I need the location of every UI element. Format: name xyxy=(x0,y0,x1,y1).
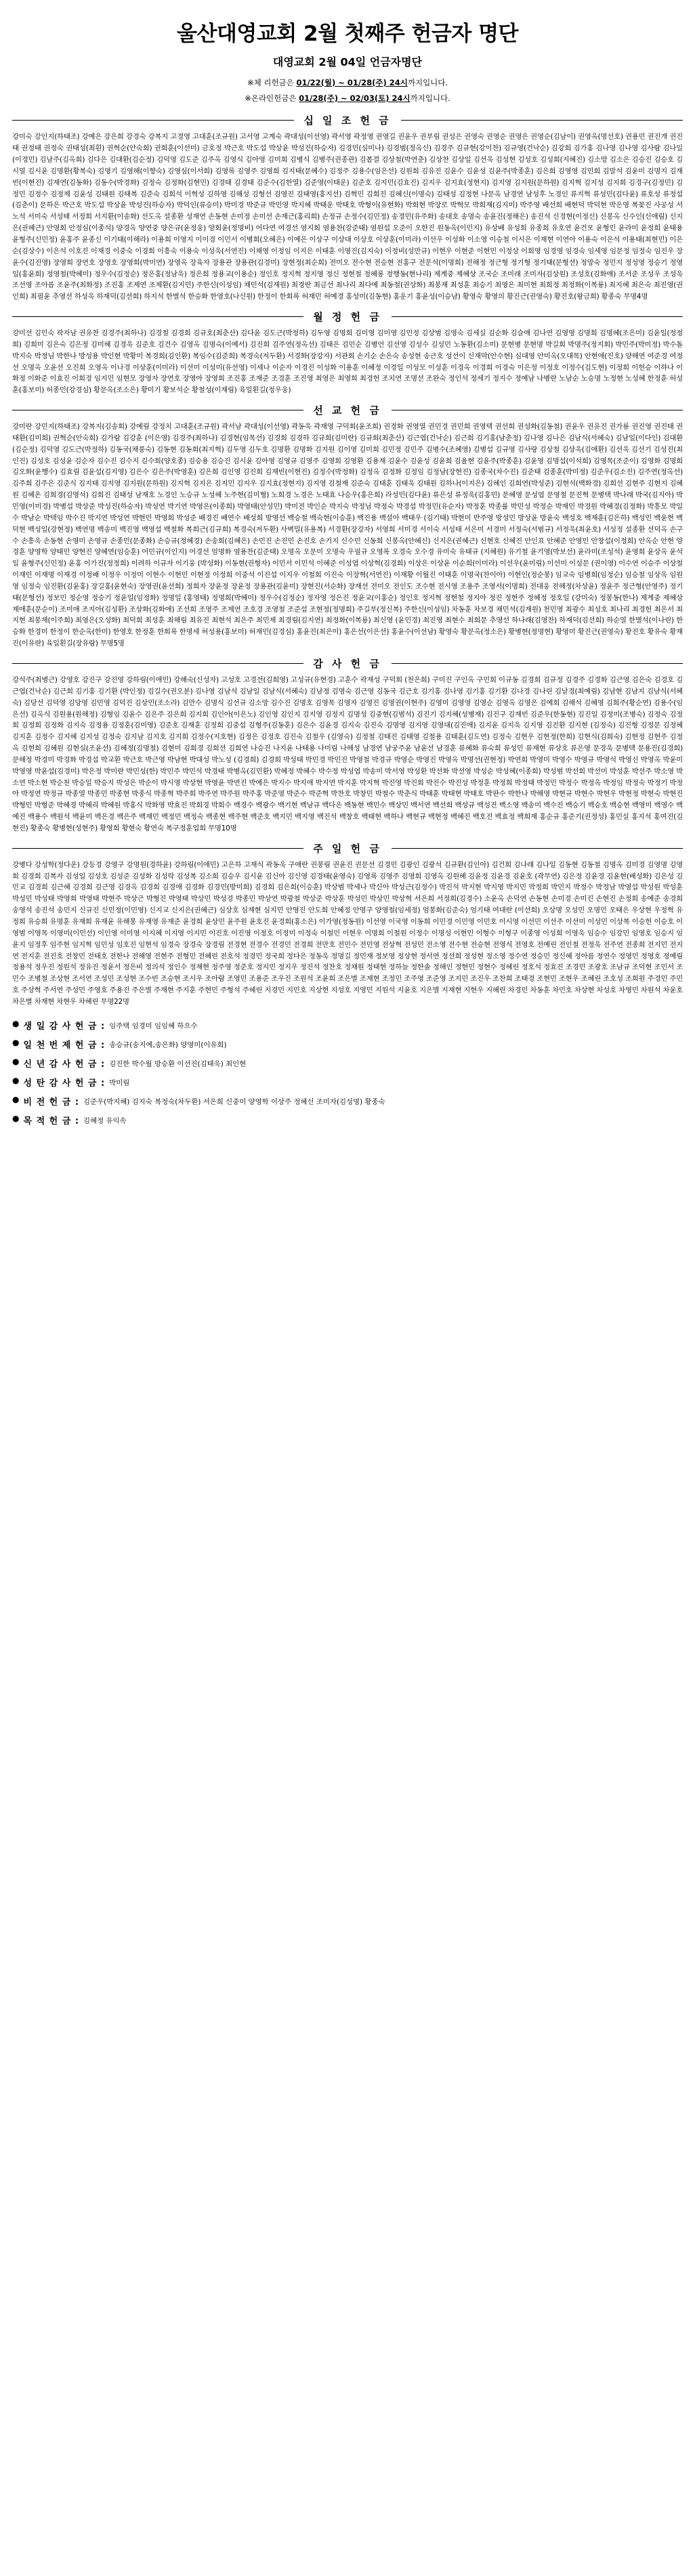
rule-right xyxy=(392,848,683,849)
offering-row-vision xyxy=(12,1095,683,1107)
page-subtitle: 대영교회 2월 04일 언금자명단 xyxy=(272,56,423,68)
offering-row-new-year xyxy=(12,1057,683,1070)
offering-names-vision: 김준우(박지혜) 김지숙 복정숙(차두환) 서은희 신중미 양영학 이상주 정혜신 조미자(김성명) 황종숙 xyxy=(83,1098,385,1107)
section-tithe-names: 강미숙 강인지(하태조) 강예은 강은희 강경숙 강복지 고경영 고대훈(조규원) 고서영 고계숙 곽대성(이선영) 곽서영 곽정영 권영길 권윤우 권부림 권성은 권영숙 권영순 권영은 권영순(김남이) 권영옥(명선호) 권용민 권진개 권진태 권정태 권정숙 권태성(최흰) 권혁순(안숙희) 권희훈(이선미) 금호정 박근호 박도섭 박상윤 박성진(하승자) 김경민(심미나) 김경범(정옥신) 김경주 김규현(강이찬) 김규영(건낙순) 김강희 김가홍 김나영 김나영 김사람 김나일(이경민) 김남주(김옥희) 김다은 김대환(김순정) 김덕영 김도준 김주옥 김영식 김아영 김미희 김병식 김병주(권종관) 김봄결 김상철(박연춘) 김상찬 김상일 김선욱 김성현 김성호 김성희(지혜진) 김소망 김소은 김승진 김승호 김시열 김시윤 김명환(황복숙) 김영기 김영해(이향숙) 김영심(이서희) 김영록 김영주 김영희 김지태(문혜수) 김정주 김용수(임은선) 김원희 김유진 김윤수 김윤성 김윤주(박종훈) 김은희 김영영 김민희 김말석 김윤미 김명지 김재빈(이현진) 김재연(김동화) 김동수(박경화) 김정숙 김정화(김현민) 김경태 김경태 김준수(김한열) 김준영(이태운) 김준호 김지민(김효진) 김지우 김지효(정현지) 김지영 김지원(문하원) 김지혁 김지성 김지희 김경구(김정민) 김정민 김정수 김정제 김윤성 김태원 김태복 김준숙 김희석 이혁성 김하영 김해성 김형선 김영진 김태영(홍지선) 김혁민 김희진 김혜신(이명숙) 김태성 김정현 나문옥 남경연 남성후 노경인 류지혁 류성민(김다윤) 류호성 류정섭(김춘이) 문하은 박근호 박도섭 박상윤 박성진(하승자) 박덕인(류승미) 박미경 박준규 박민영 박지혜 박태운 박태호 박형이(유현화) 박희현 박장로 박혁모 박희재(김지미) 박주영 배선희 배현덕 박덕현 박은영 복꽃진 사공성 서노석 서미숙 서성태 서정희 서지환(이송화) 선도옥 설종환 성재연 손동현 손미정 손미선 손재근(홍리희) 손정규 손정수(김민정) 송경민(유주화) 송대호 송명숙 송윤진(정해은) 송진석 신경현(이정신) 신봉옥 신수인(신애림) 신지은(권혜근) 안영희 안정심(이종석) 양경옥 양연중 양은규(윤정웅) 양희윤(정명비) 어다연 여경선 염지희 염용찬(강준태) 염원섭 오준이 오한진 원동옥(이민지) 유상배 유성희 유종희 유호연 윤건모 윤형민 윤라미 윤정희 윤태용 윤형주(신민정) 윤홍주 윤종신 이기태(이해라) 이용희 이영지 이이경 이민서 이병희(오혜은) 이예은 이상구 이상대 이상호 이상훈(이미라) 이선우 이성화 이소영 이승철 이시은 이재현 이연아 이용숙 이은석 이용태(최현민) 이은순(김상수) 이은석 이호진 이재경 이중숙 이경희 이흥숙 이용숙 이성욱(서연진) 이채영 이정임 이지은 이태훈 이영진(김지숙) 이정비(성만규) 이현우 이현준 이현민 이정상 이희영 임경영 임경숙 임세영 임문정 임정숙 임진우 장윤수(김진영) 장영희 장연호 장영호 장영희(박미연) 장영옥 장육자 장용관 장용관(김경미) 장현정(최순희) 전미오 전수현 전승현 전홍구 전문석(이명희) 전해정 정근형 정기형 정기태(문형선) 정망숙 정민지 정성영 정승기 정영일(홍윤희) 정영철(박혜미) 정우수(김정순) 정은홍(정남욱) 정은희 정용교(이용순) 정인호 정지혁 정지영 정신 정현철 정혜롱 정행동(현나리) 제계중 제혜상 조국순 조미래 조미자(김상원) 조성호(김화애) 조서준 조성우 조성욱 조선영 조아름 조윤주(최화정) 조진홍 조제연 조제환(김지민) 주한신(이성임) 채민석(김재원) 최경란 최금선 최나리 최다예 최동철(권상화) 최봉재 최성훈 최승기 최영은 최미현 최희정 최정화(이복룡) 최지혜 최은숙 최진영(권인희) 최필윤 추영선 하성욱 하재덕(김선희) 하지석 한별석 한승화 한영호(나신원) 한정이 한회록 허재민 허예경 홍성미(김동현) 홍운기 홍윤성(이승남) 황영숙 황영의 황진근(권영숙) 황진호(왕금희) 황종숙 무명4명 xyxy=(12,133,683,301)
rule-right xyxy=(401,120,683,121)
section-thanksgiving-header xyxy=(12,656,683,671)
rule-left xyxy=(12,316,303,317)
section-tithe xyxy=(12,113,683,303)
bullet-icon: ● xyxy=(12,1018,20,1028)
offering-label-vision: 비 전 헌 금 : xyxy=(23,1097,80,1108)
section-mission-header xyxy=(12,403,683,417)
offering-label-birthday: 생 일 감 사 헌 금 : xyxy=(23,1021,106,1032)
page-title: 울산대영교회 2월 첫째주 헌금자 명단 xyxy=(177,22,518,46)
section-tithe-title: 십 일 조 헌 금 xyxy=(303,114,392,127)
offering-label-purpose: 목 적 헌 금 : xyxy=(23,1116,80,1127)
bullet-icon: ● xyxy=(12,1114,20,1124)
section-thanksgiving-title: 감 사 헌 금 xyxy=(313,657,382,670)
section-monthly-names: 강미선 김민숙 곽자남 권유찬 김경주(최하나) 김경철 김경희 김규호(최춘산) 김다윤 김도근(박정하) 김두영 김명희 김미영 김미영 김민정 김상범 김영숙 김세실 김순화 김슬애 김나연 김영영 김명희 김명혜(조은미) 김윤일(정정희) 김희미 김은숙 김은정 김미혜 김경욱 김준호 김건수 김영옥 김명숙(이예서) 김진희 김주연(정옥선) 김태은 김민순 김병언 김선영 김성수 김성민 노동환(김소미) 문현병 문현명 박길희 박명주(정지회) 박민주(박미정) 박수돌 박지숙 박정님 박한나 방성용 박인현 박황미 복경희(김인환) 복임수(김준희) 복경숙(저두환) 서경화(장강자) 서관회 손기순 손은숙 송성현 송근호 성선이 신재막(안수현) 심대영 안미옥(오대목) 안현애(진호) 양해연 여준경 여정선 오명옥 오윤선 오진희 오영옥 이나경 이상훈(이미라) 이선미 이성미(유선영) 이세나 이순자 이경진 이성화 이용훈 이혜정 이경일 이성모 이성훈 이경옥 이경희 이경숙 이은정 이정호 이정수(김도현) 이정희 이헌승 이하나 이화정 이화준 이효진 이희경 임지민 임현모 장영자 장연호 장영아 장영희 조진홍 조재준 조경훈 조진영 최영은 최영희 최경헌 조치연 조명선 조완숙 정인석 정세기 정지수 정예남 나병란 노남순 노승명 노정현 노성혜 한정훈 허성훈(홍보미) 허종민(강경심) 황문옥(조소은) 황미기 황보석순 황철성(이재림) 육일횐길(정우웅) xyxy=(12,329,683,395)
offering-row-christmas xyxy=(12,1076,683,1089)
offering-names-christmas: 박미림 xyxy=(109,1079,130,1088)
section-mission xyxy=(12,403,683,650)
offering-row-birthday xyxy=(12,1019,683,1032)
notice-2-period: 01/28(주) ~ 02/03(토) 24시 xyxy=(299,93,410,103)
offering-row-purpose xyxy=(12,1114,683,1126)
bullet-icon: ● xyxy=(12,1037,20,1047)
notice-2-prefix: ※온라인헌금은 xyxy=(245,93,299,103)
rule-right xyxy=(392,663,683,664)
section-mission-names: 강미란 강민지(하태조) 강복지(김송회) 강예림 강정치 고대훈(조규원) 곽서남 곽대성(이선영) 곽동욱 곽재영 구덕회(윤조희) 권경화 권영열 권민경 권민희 권영택 권선희 권성화(김동철) 권윤우 권유진 권가룡 권진영 권진태 권태환(김미희) 권혁순(안숙희) 김가람 김강훈 (이은영) 김경주(최하나) 김경현(임목선) 김경희 김경하 김규희(김미란) 김규회(최춘산) 김근엽(건낙순) 김근희 김기홍(남춘정) 김나영 김나은 김남식(서혜숙) 김남일(이다인) 김대환(김순정) 김덕영 김도근(박정하) 김동국(채풍숙) 김동현 김동희(최지혁) 김두영 김두호 김명환 김명화 김지원 김이영 김미희 김민정 김민주 김병수(조혜영) 김병섭 김규영 김사랑 김상철 김상욱(김애환) 김선욱 김선기 김성진(최인진) 김성호 김성윤 김순자 김수진 김수지 김수희(양호종) 김승용 김승진 김시윤 김아영 김영규 김영주 김영희 김영환 김용재 김윤수 김윤성 김윤희 김율현 김윤주(박종훈) 김윤영 김명섭(이석희) 김영목(조준이) 김영화 김명희 김오화(윤행수) 김효림 김윤섭(김지영) 김은수 김은주(박영훈) 김은희 김인영 김진희 김재빈(이현진) 김정수(박정화) 김정옥 김정화 김정임 김정남(장현진) 김종국(차수진) 김준태 김종훈(박미정) 김준우(김소진) 김주연(정옥선) 김주희 김주은 김준식 김지태 김지영 김지원(문하원) 김지혁 김지은 김지민 김지우 김지효(정현지) 김지영 김철재 김준숙 김태훈 김태욱 김태원 김하나(이지은) 김혜인 김희연(박성준) 김현석(백화경) 김희선 김현주 김현지 김혜원 김혜온 김희경(김영석) 김희진 김태성 남재호 노경인 노승규 노성혜 노주현(김미형) 노희경 노경은 노태효 나승우(홍은희) 라성민(김다윤) 류은성 류정욱(김홍민) 문혜영 문성엽 문영철 문진혁 문병택 박나래 박국(김지아) 박민영(이미경) 박병섭 박상준 박성진(하승자) 박성연 박기연 박영은(이종희) 박영태(안성민) 박미전 박인순 박지숙 박정님 박정숙 박경섭 박정민(유순자) 박정훈 박종률 박민성 박정순 박재민 박경원 박혜경(김정화) 박흥모 박일수 박남순 박택임 박수진 박지연 박성연 박현민 박영희 박성준 배경진 배연수 배성희 방영선 백승철 백숙현(이승훈) 백진용 백설아 백태우 (김기태) 박현미 반주영 방성민 방상윤 방윤숙 백성호 백재훈(김은하) 백성민 백윤현 백덕현 백성일(강현정) 백연명 백송미 백진영 백영섭 백철화 복희근(김규희) 복경숙(저두환) 사벽밀(유용복) 서경환(장강자) 서영희 서미경 서이숙 서성태 서은미 서경미 서정숙(서범규) 서정욱(최윤호) 서성정 설종환 선덕옥 손구수 손흥욱 손동현 손영미 손영규 손종민(문종화) 손승규(정혜경) 손송희(김혜은) 손민진 손진민 손진호 손기지 신수민 신동희 신봉옥(안혜신) 신지은(권혜근) 신현호 신혜진 안인표 안혜준 안영민 안창섭(이정희) 안옥순 안현 양경훈 양영학 양태민 양현진 양혜연(임승훈) 어민규(이인지) 어경선 엄명화 염용찬(김준태) 오명옥 오문미 오명숙 우필규 오영록 오경숙 오수경 유미숙 유태규 (지혜원) 유기철 윤기영(박보선) 윤라미(조성석) 윤영희 윤상옥 윤석일 윤형주(신민정) 윤홍 이가진(정정희) 이려하 이규자 이기웅 (박성화) 이동현(권형자) 이민서 이민석 이혜준 이성엽 이상혁(김경희) 이상은 이상윤 이순희(이미라) 이선우(윤미림) 이선미 이성문 (권이영) 이수연 이승주 이상철 이재민 이재명 이재경 이정배 이정우 이정미 이현수 이현민 이현정 이정희 이중석 이진섭 이지우 이철희 이진숙 이장혁(서연진) 이재황 이월진 이태훈 이명국(찬이아) 이현인(정순봉) 임교숙 임병희(임정순) 임승철 임상욱 임원영 임정숙 임진환(김윤홍) 장길홍(윤현숙) 장영권(윤선희) 정희자 장윤정 장윤정 장용관(김윤미) 장현진(서순화) 장재선 전미오 전인도 조수현 전시영 조용주 조영서(이명희) 전대웅 전해정(차상윤) 정윤주 정근형(안영주) 정기태(문형선) 정보민 정순영 정승기 정윤일(임정화) 정명일 (홍영태) 정명희(박혜미) 정우수(김정순) 정자영 정은진 정윤교(이홍순) 정인호 정지혁 정현철 정지아 정진 정현주 정혜정 정호일 (강미숙) 정봉동(한나) 제계중 제혜상 제애훈(문순이) 조미애 조지아(김성환) 조상화(김화애) 조선희 조영주 조제연 조호경 조영철 조준섭 조현정(정명희) 주길부(정신복) 주한신(이성임) 차동훈 차보경 채민석(김재원) 천민영 최광수 최성호 최나리 최경헌 최은서 최지현 최봉재(이주희) 최영은(오성화) 최덕희 최성훈 최해림 최유진 최현석 최은주 최민제 최경림(김지연) 최정화(이복룡) 최신영 (윤민경) 최진영 최현수 최희문 추영선 하나래(김영찬) 하재덕(김선희) 하순열 한별석(이나린) 한승화 한경미 한정이 한순옥(한미) 한영호 한정훈 한회록 한명세 허성용(홍보미) 허재민(김경심) 홍윤진(최은이) 홍은선(이은선) 홍윤수(이선남) 황영숙 황문옥(정소은) 황병현(정명현) 황영미 황진근(권영숙) 황진호 황유숙 황재진(이유란) 육일횐길(장유람) 무명5명 xyxy=(12,423,683,648)
section-tithe-header xyxy=(12,113,683,127)
section-monthly-title: 월 정 헌 금 xyxy=(313,311,382,324)
section-sunday-names: 강병다 강성학(정다운) 강등경 강영구 강명원(경하윤) 강하림(이애민) 고은하 고재식 곽동욱 구애란 권봉림 권윤진 권문선 김경민 김광인 김광석 김규환(김인아) 김건희 김나래 김나일 김동현 김동철 김명옥 김미경 김영명 김영희 김경희 김복자 김성일 김성호 김성준 김성화 김성락 김성복 김소희 김승우 김시윤 김신아 김신영 김경태(윤영숙) 김영록 김영주 김영희 김영옥 김원혜 김윤정 김윤경 김윤호 (곽무연) 김은정 김윤경 김윤현(배성화) 김은성 김민교 김경희 김근혜 김경희 김근영 김경옥 김경희 김경애 김경화 김경민(방미희) 김경희 김은희(이승훈) 박상범 박세나 박신아 박성근(김정수) 박진석 박지현 박지영 박지민 박정희 박민지 박정수 박정남 박영섭 박성원 박성훈 박성민 박성태 박영희 박영태 박현주 박상근 박형진 박영태 박상민 박성경 박종민 박상연 박광철 박상준 박상훈 박성민 박상민 박상혁 서은희 서정희(김경수) 소윤옥 손덕연 손동현 손미경 손미진 손현진 손정희 송예준 송경희 송영석 송진석 송민지 신규진 신민정(이민영) 신지교 신지은(권혜근) 심상호 심재현 심지민 안영진 안도희 안혜정 안명구 양영철(임세정) 엄봉화(김준숙) 엄기태 여대란 (이선희) 오상명 오성민 오명민 오태은 우상현 우정혁 유정희 유승희 유명훈 유재희 유재윤 유해봉 유재영 유재준 윤경희 윤상민 윤주원 윤호진 윤경희(홍소은) 이가영(정동원) 이선영 이국영 이동희 이민경 이민영 이민호 이시영 이선민 이선주 이선미 이성민 이상복 이승헌 이승호 이영범 이영목 이영미(이민선) 이인영 이미영 이지혜 이지영 이지민 이진호 이진영 이정호 이정미 이정숙 이철민 이현우 이명희 이철원 이정수 이명성 이현민 이형수 이형구 이종영 이성희 이영욱 임승수 임강민 임영호 임승지 임윤지 임정후 임주현 임지혁 임민성 임호진 임현석 임경숙 장경숙 장경림 전경현 전경수 전경민 전경희 전만호 전민수 전민영 전상혁 전성민 전소영 전수현 전승현 전영식 전영호 전예린 전인철 전정욱 전주연 전종희 전지민 전지연 전지훈 전진호 전창민 전태호 전한나 전해영 전현주 전형민 전혜린 전호석 정경민 정국희 정다은 정동욱 정명길 정민재 정보영 정상현 정서연 정선희 정성현 정소영 정수연 정승민 정신혜 정아름 정연수 정영민 정영호 정예림 정용석 정우진 정원석 정유진 정윤서 정은비 정의석 정인수 정재현 정주영 정준호 정지민 정지우 정진석 정찬호 정채원 정태현 정하늘 정한솔 정해인 정현민 정현수 정혜린 정호석 정효진 조경민 조광호 조남규 조덕현 조민서 조민수 조병철 조상현 조서연 조성민 조성현 조수빈 조승현 조시우 조아람 조영민 조용준 조우진 조원석 조윤희 조은별 조재현 조정민 조주영 조준영 조지민 조진우 조찬희 조태경 조현민 조현우 조혜린 조호성 조희원 주경민 주민호 주상혁 주서연 주성민 주영호 주용진 주은별 주재현 주지훈 주현민 주형석 주혜린 지경민 지민호 지상현 지성호 지영민 지원석 지윤호 지은별 지재현 지현우 지혜린 차경민 차동훈 차민호 차상현 차성호 차영민 차원석 차윤호 차은별 차재현 차현우 차혜린 무명22명 xyxy=(12,860,683,1006)
bullet-icon: ● xyxy=(12,1076,20,1086)
section-sunday-header xyxy=(12,841,683,856)
bulletin-page xyxy=(0,0,695,1149)
offering-label-christmas: 성 탄 감 사 헌 금 : xyxy=(23,1078,106,1089)
bullet-icon: ● xyxy=(12,1057,20,1066)
notice-block xyxy=(12,76,683,105)
notice-1-prefix: ※체 리헌금은 xyxy=(247,78,297,87)
offering-label-thousand-prayer: 일 천 번 제 헌 금 : xyxy=(23,1040,106,1051)
notice-1-suffix: 까지입니다. xyxy=(407,78,448,87)
notice-line-2 xyxy=(12,91,683,106)
bullet-icon: ● xyxy=(12,1095,20,1105)
section-monthly xyxy=(12,310,683,396)
offering-names-new-year: 김진한 박수월 방승환 이선진(김태욱) 최인현 xyxy=(109,1060,247,1068)
special-offerings-list xyxy=(12,1019,683,1127)
offering-row-thousand-prayer xyxy=(12,1038,683,1051)
rule-left xyxy=(12,663,303,664)
offering-names-thousand-prayer: 송승규(송지예,송은화) 양영미(이유희) xyxy=(109,1040,227,1049)
rule-left xyxy=(12,848,303,849)
section-sunday xyxy=(12,841,683,1008)
notice-2-suffix: 까지입니다. xyxy=(410,93,450,103)
rule-right xyxy=(392,316,683,317)
section-monthly-header xyxy=(12,310,683,324)
section-thanksgiving xyxy=(12,656,683,835)
rule-left xyxy=(12,120,294,121)
section-mission-title: 선 교 헌 금 xyxy=(313,404,382,417)
notice-line-1 xyxy=(12,76,683,90)
offering-names-purpose: 김혜정 유익속 xyxy=(83,1117,127,1126)
offering-label-new-year: 신 년 감 사 헌 금 : xyxy=(23,1059,106,1070)
offering-names-birthday: 임주택 임경미 임임혜 하으수 xyxy=(109,1021,198,1030)
section-sunday-title: 주 일 헌 금 xyxy=(313,842,382,855)
notice-1-period: 01/22(월) ~ 01/28(주) 24시 xyxy=(296,78,408,87)
section-thanksgiving-names: 강석주(최병근) 강영호 강진구 강진영 강하림(이애민) 강해숙(신성자) 고성호 고경선(김희영) 고성규(유현경) 고훈수 곽재성 구덕회 (천은희) 구미진 구인옥 구민희 이규동 김경희 김규정 김경주 김경화 김근영 김은숙 김경호 김근엽(건낙순) 김근희 김기홍 김기환 (박인정) 김길수(권오분) 김나영 김남석 김남일 김남식(서혜숙) 김남정 김명숙 김근영 김동국 김근호 김기홍 김나영 김기홍 김기환 김나경 김나린 김날경(최예림) 김남현 김남지 김남식(서혜숙) 김당선 김덕영 김당영 김민영 김덕진 김상민(조소라) 김만수 김명식 김선규 김소망 김수진 김명호 김영목 김영자 김영진 김영권(이현주) 김영미 김영영 김영순 김영옥 김영은 김예희 김해석 김혜영 김희주(황순연) 김용수(임은선) 김옥식 김원용(원해정) 김형임 김윤수 김은주 김은희 김지희 김인아(이은노) 김인영 김인지 김지영 김정지 김명성 김중현(김범석) 김진기 김지혜(성병재) 김진구 김재빈 김준우(한동현) 김진일 김정미(조병숙) 김정숙 김정희 김정희 김정화 김지숙 김정용 김정훈(김미영) 김준호 김재훈 김정희 김중섭 김형주(김동훈) 김은수 김윤경 김지숙 김진숙 김명영 김지영 김영대(김진애) 김지윤 김지욱 김지영 김진환 김지현 (김정숙) 김진형 김정문 김정혜 김지훈 김정수 김지혜 김지성 김정숙 김지남 김지호 김지희 김정수(지호현) 김정은 김정호 김진숙 김철우 (김영숙) 김정철 김태진 김태영 김철용 김태훈(김도연) 김정숙 김현우 김현정(한희) 김현식(김희숙) 김현정 김현주 김정옥 김현희 김혜원 김현실(조윤선) 김혜정(김명철) 김현미 김희경 김희선 김희연 나승진 나지윤 나태용 나미림 나해성 남경연 남궁주윤 남윤선 남경훈 류혜화 류숙희 류성민 류재현 류상호 류은영 문경욱 문병택 문용진(김경희) 문해정 박경미 박경화 박경섭 박교환 박근호 박근영 박남현 박대성 박노성 (김경희) 김경희 박성태 박민경 박민진 박영철 박경규 박영순 박영진 박영옥 박명선(권현정) 박연희 박영미 박영수 박영규 박영석 박영신 박영옥 박윤미 박영영 박윤섭(김경미) 박은정 박미란 박민성(한) 박민주 박민석 박경태 박병옥(김민환) 박혜정 박혜수 박수정 박성엽 박송미 박서영 박성환 박선화 박선영 박성순 박성혜(이종희) 박성범 박선희 박선미 박성훈 박선주 박소영 박소연 박소현 박순천 박승일 박승지 박성은 박순이 박시영 박상현 박영윤 박연진 박예은 박지수 박지애 박지연 박지훈 박지혁 박진영 박진희 박진수 박진성 박정훈 박정희 박정태 박정민 박정수 박정옥 박정임 박정숙 박정기 박정아 박정연 박정규 박종열 박종민 박종현 박종식 박종혁 박주희 박주연 박주원 박주홍 박준영 박준수 박준혁 박찬호 박창민 박철수 박춘식 박태훈 박태현 박태호 박판수 박한나 박해영 박현규 박현수 박현우 박현정 박현숙 박현진 박형민 박형준 박혜경 박혜리 박혜원 박홍식 박화영 박효진 박희경 박희수 백경수 백광수 백기현 백남규 백다은 백동현 백민수 백상민 백서연 백선희 백성규 백성진 백소영 백송미 백수진 백승기 백승호 백승현 백영미 백영수 백예진 백용수 백원석 백윤미 백은경 백은주 백재민 백정민 백정숙 백종현 백주현 백준호 백지민 백지영 백진석 백창호 백태현 백하나 백현규 백현정 백혜진 백호진 백효정 백희재 홍순규 홍준기(권정성) 홍민실 홍지석 홍여진(김현진) 황종숙 황병현(성현주) 황영희 황현숙 황연숙 복구정훈업희 무명10명 xyxy=(12,675,683,832)
